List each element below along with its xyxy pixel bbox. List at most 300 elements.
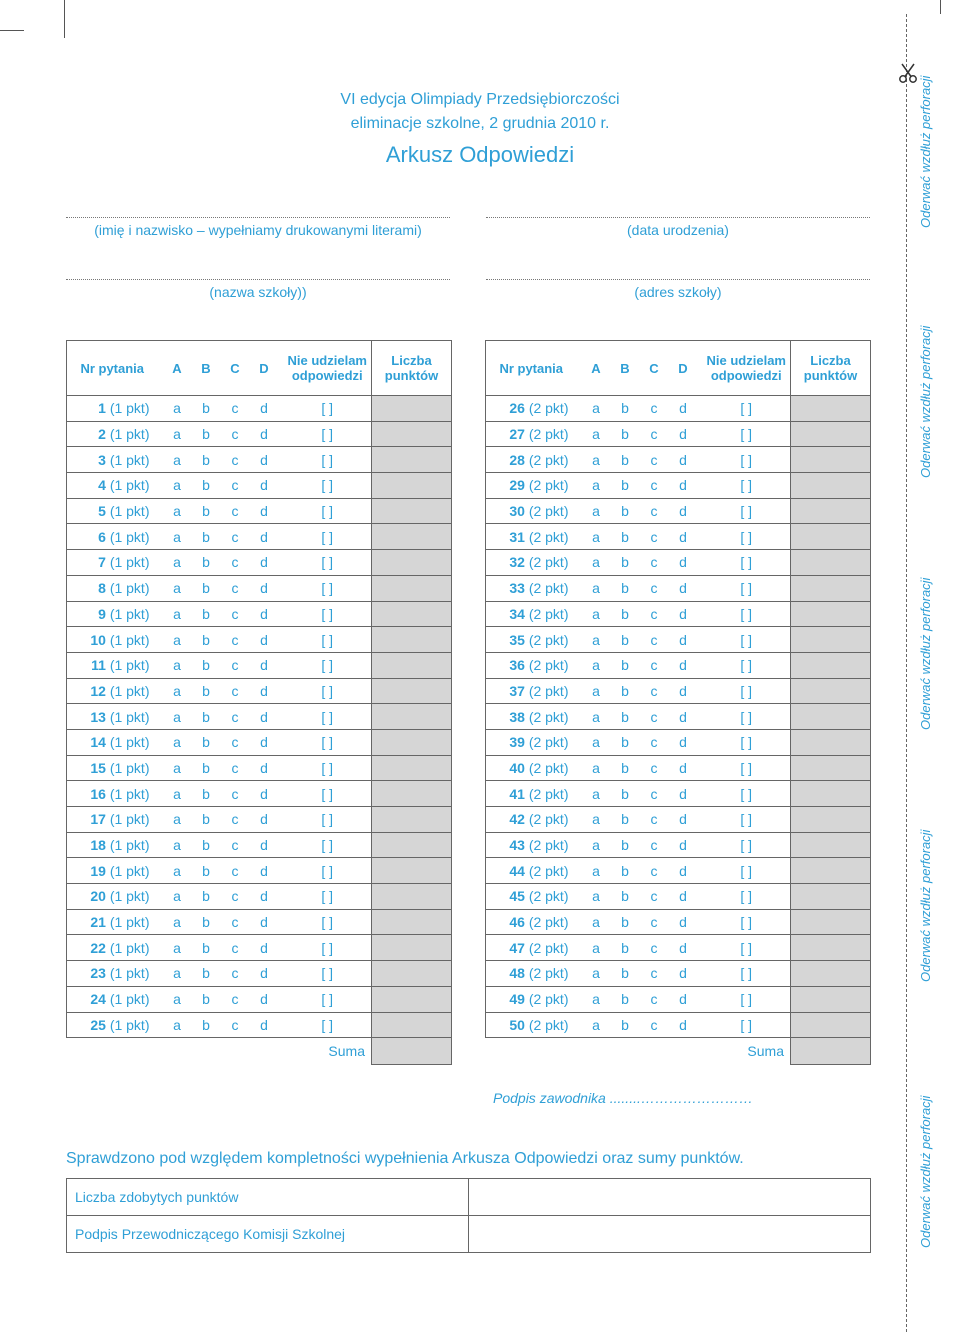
option-b[interactable]: b	[202, 914, 210, 931]
option-a[interactable]: a	[592, 888, 600, 905]
points-cell	[791, 986, 871, 1012]
question-points: (2 pkt)	[528, 965, 569, 982]
option-b[interactable]: b	[202, 631, 210, 648]
question-number-value: 21	[90, 914, 106, 931]
option-a[interactable]: a	[592, 682, 600, 699]
question-number	[486, 601, 577, 627]
no-answer-box[interactable]: [ ]	[703, 550, 791, 576]
no-answer-box[interactable]: [ ]	[703, 498, 791, 524]
option-d[interactable]: d	[260, 426, 268, 443]
no-answer-box[interactable]: [ ]	[284, 755, 372, 781]
option-a[interactable]: a	[173, 708, 181, 725]
option-c[interactable]: c	[231, 837, 239, 854]
option-b[interactable]: b	[621, 503, 629, 520]
option-c[interactable]: c	[650, 657, 658, 674]
option-a[interactable]: a	[173, 811, 181, 828]
option-d[interactable]: d	[260, 1016, 268, 1033]
no-answer-box[interactable]: [ ]	[703, 704, 791, 730]
option-d[interactable]: d	[260, 862, 268, 879]
no-answer-box[interactable]: [ ]	[703, 832, 791, 858]
option-b[interactable]: b	[621, 605, 629, 622]
option-a[interactable]: a	[592, 708, 600, 725]
option-b[interactable]: b	[621, 400, 629, 417]
option-a[interactable]: a	[173, 554, 181, 571]
option-d[interactable]: d	[679, 400, 687, 417]
no-answer-box[interactable]: [ ]	[703, 575, 791, 601]
option-d[interactable]: d	[679, 734, 687, 751]
option-a[interactable]: a	[592, 837, 600, 854]
option-a[interactable]: a	[173, 400, 181, 417]
no-answer-box[interactable]: [ ]	[284, 473, 372, 499]
option-c[interactable]: c	[231, 965, 239, 982]
option-c[interactable]: c	[650, 426, 658, 443]
answer-table-right	[485, 340, 871, 1065]
no-answer-box[interactable]: [ ]	[284, 1012, 372, 1038]
option-b[interactable]: b	[621, 734, 629, 751]
option-b[interactable]: b	[202, 426, 210, 443]
table-row	[67, 729, 452, 755]
no-answer-box[interactable]: [ ]	[284, 858, 372, 884]
option-d[interactable]: d	[679, 605, 687, 622]
option-c[interactable]: c	[650, 554, 658, 571]
option-b[interactable]: b	[202, 965, 210, 982]
no-answer-box[interactable]: [ ]	[703, 627, 791, 653]
option-c[interactable]: c	[650, 991, 658, 1008]
no-answer-box[interactable]: [ ]	[284, 601, 372, 627]
no-answer-box[interactable]: [ ]	[284, 550, 372, 576]
date-line: eliminacje szkolne, 2 grudnia 2010 r.	[350, 115, 610, 132]
no-answer-box[interactable]: [ ]	[284, 807, 372, 833]
no-answer-box[interactable]: [ ]	[703, 781, 791, 807]
option-b[interactable]: b	[621, 785, 629, 802]
question-points: (1 pkt)	[109, 991, 150, 1008]
option-d[interactable]: d	[260, 580, 268, 597]
option-d[interactable]: d	[260, 785, 268, 802]
option-b[interactable]: b	[202, 939, 210, 956]
option-d[interactable]: d	[260, 914, 268, 931]
option-a[interactable]: a	[173, 528, 181, 545]
option-a[interactable]: a	[592, 477, 600, 494]
option-d[interactable]: d	[679, 939, 687, 956]
name-field-line[interactable]	[66, 217, 450, 218]
no-answer-box[interactable]: [ ]	[284, 884, 372, 910]
option-c[interactable]: c	[231, 477, 239, 494]
option-d[interactable]: d	[679, 811, 687, 828]
no-answer-box[interactable]: [ ]	[284, 524, 372, 550]
option-b[interactable]: b	[202, 503, 210, 520]
option-d[interactable]: d	[679, 965, 687, 982]
option-a[interactable]: a	[173, 1016, 181, 1033]
option-b[interactable]: b	[621, 580, 629, 597]
option-d[interactable]: d	[260, 554, 268, 571]
question-points: (2 pkt)	[528, 837, 569, 854]
answer-options	[577, 986, 703, 1012]
question-points: (1 pkt)	[109, 734, 150, 751]
no-answer-box[interactable]: [ ]	[284, 627, 372, 653]
option-b[interactable]: b	[621, 914, 629, 931]
option-c[interactable]: c	[231, 605, 239, 622]
option-d[interactable]: d	[679, 451, 687, 468]
header-no-answer-line2: odpowiedzi	[710, 368, 782, 383]
option-a[interactable]: a	[592, 657, 600, 674]
option-a[interactable]: a	[173, 605, 181, 622]
question-number-value: 44	[509, 862, 525, 879]
option-d[interactable]: d	[679, 837, 687, 854]
option-a[interactable]: a	[592, 965, 600, 982]
option-c[interactable]: c	[650, 528, 658, 545]
chair-signature-field[interactable]	[469, 1216, 871, 1253]
option-d[interactable]: d	[260, 811, 268, 828]
no-answer-box[interactable]: [ ]	[284, 781, 372, 807]
option-d[interactable]: d	[260, 939, 268, 956]
option-c[interactable]: c	[231, 862, 239, 879]
address-field-line[interactable]	[486, 279, 870, 280]
option-b[interactable]: b	[202, 400, 210, 417]
option-d[interactable]: d	[260, 503, 268, 520]
option-c[interactable]: c	[650, 862, 658, 879]
option-d[interactable]: d	[260, 682, 268, 699]
option-b[interactable]: b	[621, 528, 629, 545]
option-a[interactable]: a	[173, 477, 181, 494]
option-b[interactable]: b	[202, 1016, 210, 1033]
question-number	[486, 447, 577, 473]
option-a[interactable]: a	[592, 400, 600, 417]
no-answer-box[interactable]: [ ]	[284, 447, 372, 473]
option-d[interactable]: d	[260, 837, 268, 854]
option-b[interactable]: b	[202, 837, 210, 854]
option-d[interactable]: d	[679, 426, 687, 443]
option-a[interactable]: a	[173, 503, 181, 520]
option-c[interactable]: c	[231, 708, 239, 725]
option-b[interactable]: b	[202, 759, 210, 776]
option-a[interactable]: a	[173, 682, 181, 699]
option-d[interactable]: d	[679, 657, 687, 674]
option-d[interactable]: d	[679, 862, 687, 879]
option-c[interactable]: c	[650, 785, 658, 802]
option-b[interactable]: b	[621, 862, 629, 879]
option-c[interactable]: c	[231, 759, 239, 776]
question-number	[67, 498, 158, 524]
option-b[interactable]: b	[202, 451, 210, 468]
question-number-value: 33	[509, 580, 525, 597]
option-d[interactable]: d	[260, 528, 268, 545]
question-points: (2 pkt)	[528, 914, 569, 931]
option-c[interactable]: c	[231, 785, 239, 802]
option-c[interactable]: c	[231, 811, 239, 828]
no-answer-box[interactable]: [ ]	[703, 524, 791, 550]
no-answer-box[interactable]: [ ]	[703, 807, 791, 833]
option-b[interactable]: b	[621, 888, 629, 905]
option-a[interactable]: a	[592, 631, 600, 648]
option-a[interactable]: a	[173, 580, 181, 597]
no-answer-box[interactable]: [ ]	[703, 678, 791, 704]
table-row	[486, 986, 871, 1012]
no-answer-box[interactable]: [ ]	[703, 652, 791, 678]
school-field-line[interactable]	[66, 279, 450, 280]
option-b[interactable]: b	[621, 759, 629, 776]
option-a[interactable]: a	[592, 759, 600, 776]
option-a[interactable]: a	[592, 785, 600, 802]
option-d[interactable]: d	[679, 785, 687, 802]
option-d[interactable]: d	[260, 451, 268, 468]
option-b[interactable]: b	[621, 426, 629, 443]
option-b[interactable]: b	[202, 862, 210, 879]
option-c[interactable]: c	[650, 811, 658, 828]
option-c[interactable]: c	[231, 554, 239, 571]
option-a[interactable]: a	[173, 965, 181, 982]
no-answer-box[interactable]: [ ]	[703, 986, 791, 1012]
option-a[interactable]: a	[592, 605, 600, 622]
option-c[interactable]: c	[231, 682, 239, 699]
option-b[interactable]: b	[621, 477, 629, 494]
option-c[interactable]: c	[231, 400, 239, 417]
no-answer-box[interactable]: [ ]	[703, 601, 791, 627]
option-c[interactable]: c	[231, 631, 239, 648]
option-c[interactable]: c	[231, 580, 239, 597]
address-field-caption: (adres szkoły)	[634, 284, 722, 300]
option-a[interactable]: a	[592, 914, 600, 931]
option-a[interactable]: a	[592, 503, 600, 520]
no-answer-box[interactable]: [ ]	[284, 421, 372, 447]
option-a[interactable]: a	[173, 914, 181, 931]
option-c[interactable]: c	[650, 914, 658, 931]
option-d[interactable]: d	[679, 631, 687, 648]
option-a[interactable]: a	[592, 939, 600, 956]
option-d[interactable]: d	[260, 477, 268, 494]
option-a[interactable]: a	[173, 631, 181, 648]
no-answer-box[interactable]: [ ]	[284, 935, 372, 961]
points-earned-row	[67, 1179, 871, 1216]
table-row	[486, 729, 871, 755]
no-answer-box[interactable]: [ ]	[703, 884, 791, 910]
option-c[interactable]: c	[650, 759, 658, 776]
option-c[interactable]: c	[231, 888, 239, 905]
option-d[interactable]: d	[260, 991, 268, 1008]
option-c[interactable]: c	[650, 734, 658, 751]
option-c[interactable]: c	[231, 734, 239, 751]
option-b[interactable]: b	[621, 837, 629, 854]
no-answer-box[interactable]: [ ]	[284, 575, 372, 601]
option-a[interactable]: a	[592, 426, 600, 443]
no-answer-box[interactable]: [ ]	[703, 396, 791, 422]
option-c[interactable]: c	[231, 528, 239, 545]
option-b[interactable]: b	[202, 708, 210, 725]
option-c[interactable]: c	[650, 400, 658, 417]
option-b[interactable]: b	[621, 1016, 629, 1033]
option-d[interactable]: d	[260, 657, 268, 674]
answer-options	[577, 807, 703, 833]
question-number-value: 25	[90, 1016, 106, 1033]
option-b[interactable]: b	[202, 580, 210, 597]
option-a[interactable]: a	[173, 991, 181, 1008]
option-d[interactable]: d	[260, 708, 268, 725]
option-c[interactable]: c	[231, 1016, 239, 1033]
option-d[interactable]: d	[260, 631, 268, 648]
option-b[interactable]: b	[621, 554, 629, 571]
option-a[interactable]: a	[173, 657, 181, 674]
option-a[interactable]: a	[592, 554, 600, 571]
option-c[interactable]: c	[650, 708, 658, 725]
no-answer-box[interactable]: [ ]	[284, 498, 372, 524]
header-no-answer	[703, 341, 791, 396]
question-number	[67, 807, 158, 833]
question-points: (1 pkt)	[109, 811, 150, 828]
option-c[interactable]: c	[231, 939, 239, 956]
question-number-value: 46	[509, 914, 525, 931]
option-a[interactable]: a	[592, 1016, 600, 1033]
table-row	[486, 884, 871, 910]
option-c[interactable]: c	[650, 939, 658, 956]
option-c[interactable]: c	[231, 657, 239, 674]
option-c[interactable]: c	[650, 605, 658, 622]
no-answer-box[interactable]: [ ]	[284, 909, 372, 935]
option-a[interactable]: a	[173, 888, 181, 905]
question-number-value: 41	[509, 785, 525, 802]
option-c[interactable]: c	[650, 477, 658, 494]
option-d[interactable]: d	[679, 1016, 687, 1033]
no-answer-box[interactable]: [ ]	[284, 652, 372, 678]
option-d[interactable]: d	[260, 888, 268, 905]
option-b[interactable]: b	[202, 605, 210, 622]
no-answer-box[interactable]: [ ]	[703, 421, 791, 447]
option-a[interactable]: a	[592, 862, 600, 879]
option-d[interactable]: d	[260, 605, 268, 622]
option-a[interactable]: a	[592, 734, 600, 751]
table-row	[67, 986, 452, 1012]
option-c[interactable]: c	[650, 837, 658, 854]
option-a[interactable]: a	[173, 759, 181, 776]
no-answer-box[interactable]: [ ]	[703, 473, 791, 499]
table-header-row	[67, 341, 452, 396]
no-answer-box[interactable]: [ ]	[703, 1012, 791, 1038]
option-c[interactable]: c	[650, 888, 658, 905]
option-a[interactable]: a	[173, 426, 181, 443]
option-b[interactable]: b	[202, 991, 210, 1008]
option-d[interactable]: d	[260, 734, 268, 751]
question-points: (1 pkt)	[109, 657, 150, 674]
option-b[interactable]: b	[621, 811, 629, 828]
option-b[interactable]: b	[202, 888, 210, 905]
option-a[interactable]: a	[592, 580, 600, 597]
no-answer-box[interactable]: [ ]	[703, 858, 791, 884]
option-a[interactable]: a	[592, 811, 600, 828]
option-a[interactable]: a	[592, 528, 600, 545]
option-a[interactable]: a	[592, 451, 600, 468]
option-b[interactable]: b	[621, 708, 629, 725]
answer-options	[158, 961, 284, 987]
option-d[interactable]: d	[679, 554, 687, 571]
no-answer-box[interactable]: [ ]	[284, 986, 372, 1012]
option-d[interactable]: d	[679, 477, 687, 494]
option-a[interactable]: a	[173, 862, 181, 879]
option-d[interactable]: d	[260, 965, 268, 982]
option-d[interactable]: d	[679, 914, 687, 931]
option-d[interactable]: d	[679, 708, 687, 725]
option-c[interactable]: c	[650, 1016, 658, 1033]
option-b[interactable]: b	[202, 682, 210, 699]
question-points: (1 pkt)	[109, 785, 150, 802]
table-row	[67, 858, 452, 884]
option-d[interactable]: d	[679, 528, 687, 545]
option-c[interactable]: c	[650, 682, 658, 699]
option-b[interactable]: b	[202, 785, 210, 802]
option-c[interactable]: c	[650, 451, 658, 468]
option-c[interactable]: c	[231, 914, 239, 931]
option-c[interactable]: c	[231, 426, 239, 443]
birth-field-line[interactable]	[486, 217, 870, 218]
no-answer-box[interactable]: [ ]	[284, 678, 372, 704]
option-a[interactable]: a	[173, 939, 181, 956]
option-b[interactable]: b	[621, 991, 629, 1008]
points-cell	[791, 909, 871, 935]
no-answer-box[interactable]: [ ]	[703, 755, 791, 781]
no-answer-box[interactable]: [ ]	[703, 909, 791, 935]
option-d[interactable]: d	[679, 580, 687, 597]
option-c[interactable]: c	[650, 580, 658, 597]
option-a[interactable]: a	[173, 785, 181, 802]
option-b[interactable]: b	[621, 682, 629, 699]
points-cell	[372, 473, 452, 499]
answer-options	[158, 884, 284, 910]
option-d[interactable]: d	[679, 991, 687, 1008]
option-d[interactable]: d	[260, 759, 268, 776]
option-d[interactable]: d	[260, 400, 268, 417]
option-b[interactable]: b	[202, 477, 210, 494]
contestant-signature[interactable]	[493, 1090, 753, 1106]
option-a[interactable]: a	[173, 837, 181, 854]
option-b[interactable]: b	[202, 528, 210, 545]
no-answer-box[interactable]: [ ]	[284, 729, 372, 755]
no-answer-box[interactable]: [ ]	[284, 396, 372, 422]
option-d[interactable]: d	[679, 888, 687, 905]
option-a[interactable]: a	[592, 991, 600, 1008]
no-answer-box[interactable]: [ ]	[703, 447, 791, 473]
no-answer-box[interactable]: [ ]	[284, 832, 372, 858]
option-d[interactable]: d	[679, 759, 687, 776]
option-c[interactable]: c	[231, 451, 239, 468]
option-c[interactable]: c	[231, 991, 239, 1008]
answer-options	[158, 575, 284, 601]
option-b[interactable]: b	[621, 657, 629, 674]
option-b[interactable]: b	[202, 657, 210, 674]
option-b[interactable]: b	[202, 811, 210, 828]
option-c[interactable]: c	[231, 503, 239, 520]
option-a[interactable]: a	[173, 734, 181, 751]
sum-row	[486, 1038, 871, 1065]
no-answer-box[interactable]: [ ]	[703, 935, 791, 961]
option-b[interactable]: b	[621, 965, 629, 982]
option-c[interactable]: c	[650, 631, 658, 648]
option-a[interactable]: a	[173, 451, 181, 468]
points-earned-field[interactable]	[469, 1179, 871, 1216]
table-row	[67, 1012, 452, 1038]
question-number	[67, 704, 158, 730]
option-c[interactable]: c	[650, 965, 658, 982]
no-answer-box[interactable]: [ ]	[284, 961, 372, 987]
option-b[interactable]: b	[202, 734, 210, 751]
option-b[interactable]: b	[621, 631, 629, 648]
option-b[interactable]: b	[621, 939, 629, 956]
option-c[interactable]: c	[650, 503, 658, 520]
no-answer-box[interactable]: [ ]	[703, 729, 791, 755]
option-d[interactable]: d	[679, 682, 687, 699]
option-b[interactable]: b	[621, 451, 629, 468]
table-row	[486, 524, 871, 550]
option-b[interactable]: b	[202, 554, 210, 571]
option-d[interactable]: d	[679, 503, 687, 520]
no-answer-box[interactable]: [ ]	[703, 961, 791, 987]
no-answer-box[interactable]: [ ]	[284, 704, 372, 730]
